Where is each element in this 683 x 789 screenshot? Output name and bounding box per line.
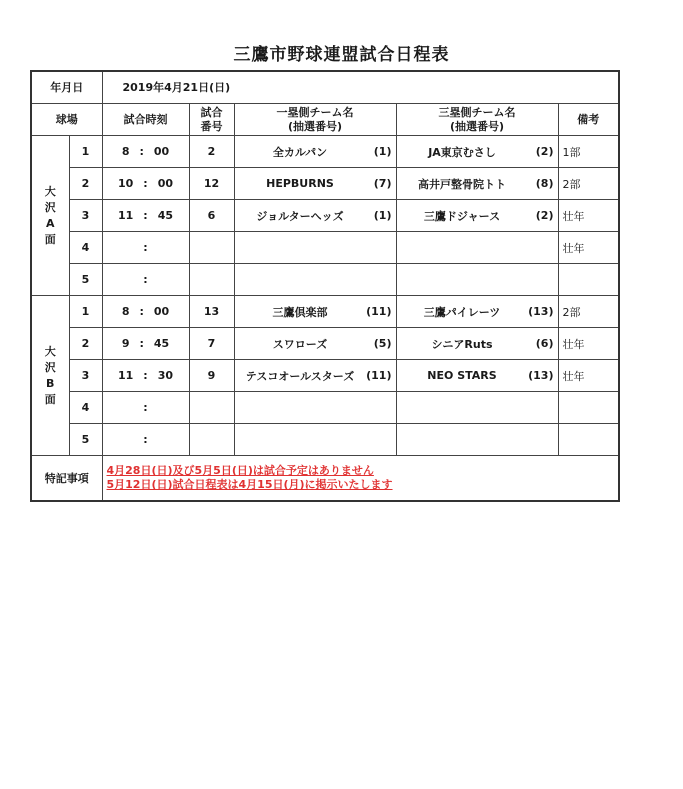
third-team-lot: (2) (535, 209, 554, 222)
game-number (189, 232, 234, 264)
header-remarks: 備考 (558, 104, 619, 136)
third-team-lot: (2) (535, 145, 554, 158)
game-number (189, 264, 234, 296)
third-team-lot: (13) (528, 369, 554, 382)
first-team-name: スワローズ (272, 337, 328, 351)
header-first-team-line1: 一塁側チーム名 (276, 105, 354, 119)
header-game-no-line2: 番号 (200, 119, 223, 133)
remark: 2部 (558, 296, 619, 328)
time-separator: : (139, 305, 144, 318)
remark (558, 264, 619, 296)
game-time (102, 424, 189, 456)
first-team-name: HEPBURNS (266, 177, 334, 190)
time-minute: 00 (153, 305, 170, 318)
third-team-name: 三鷹ドジャース (423, 209, 501, 223)
row-number: 2 (69, 168, 102, 200)
third-base-team (396, 424, 558, 456)
table-row (31, 264, 619, 296)
table-row (31, 200, 619, 232)
header-first-team-line2: (抽選番号) (287, 119, 343, 133)
third-team-name: JA東京むさし (428, 145, 496, 159)
third-team-lot: (13) (528, 305, 554, 318)
header-game-no-line1: 試合 (200, 105, 223, 119)
notes-label: 特記事項 (31, 456, 102, 502)
first-team-name: 三鷹倶楽部 (272, 305, 328, 319)
time-hour: 8 (121, 305, 130, 318)
venue-name-char: 面 (44, 392, 56, 406)
third-base-team (396, 392, 558, 424)
game-number (189, 392, 234, 424)
remark: 壮年 (558, 200, 619, 232)
venue-name-char: 面 (44, 232, 56, 246)
time-minute: 45 (153, 337, 170, 350)
first-team-lot: (5) (373, 337, 392, 350)
game-time (102, 328, 189, 360)
time-separator: : (143, 209, 148, 222)
row-number: 5 (69, 424, 102, 456)
first-base-team (234, 296, 396, 328)
time-hour: 11 (117, 369, 134, 382)
first-team-name: 全カルパン (272, 145, 328, 159)
time-hour: 9 (121, 337, 130, 350)
remark: 1部 (558, 136, 619, 168)
header-third-team-line2: (抽選番号) (449, 119, 505, 133)
remark: 壮年 (558, 328, 619, 360)
third-base-team (396, 296, 558, 328)
notes-row (31, 456, 619, 502)
date-value: 2019年4月21日(日) (102, 71, 619, 104)
first-base-team (234, 136, 396, 168)
third-team-name: 三鷹パイレーツ (423, 305, 501, 319)
header-third-team-line1: 三塁側チーム名 (438, 105, 516, 119)
table-row (31, 232, 619, 264)
time-minute: 00 (157, 177, 174, 190)
schedule-table (30, 70, 620, 502)
third-team-name: 高井戸整骨院トト (418, 177, 506, 191)
venue-name-char: 大 (44, 344, 56, 358)
first-base-team (234, 264, 396, 296)
first-team-name: ジョルターヘッズ (256, 209, 344, 223)
first-team-lot: (11) (366, 305, 392, 318)
time-separator: : (139, 337, 144, 350)
row-number: 1 (69, 296, 102, 328)
first-team-lot: (1) (373, 145, 392, 158)
remark: 2部 (558, 168, 619, 200)
venue-name-char: A (45, 216, 55, 230)
first-team-lot: (1) (373, 209, 392, 222)
time-separator: : (143, 241, 148, 254)
third-team-lot: (6) (535, 337, 554, 350)
third-base-team (396, 136, 558, 168)
remark: 壮年 (558, 232, 619, 264)
header-first-team (234, 104, 396, 136)
game-time (102, 232, 189, 264)
venue-name (31, 296, 69, 456)
first-team-lot: (7) (373, 177, 392, 190)
table-row (31, 328, 619, 360)
third-base-team (396, 360, 558, 392)
game-number: 2 (189, 136, 234, 168)
game-time (102, 264, 189, 296)
note-line: 5月12日(日)試合日程表は4月15日(月)に掲示いたします (106, 478, 393, 491)
notes-content (102, 456, 619, 502)
table-row (31, 360, 619, 392)
first-base-team (234, 424, 396, 456)
venue-name-char: 大 (44, 184, 56, 198)
time-hour: 10 (117, 177, 134, 190)
game-time (102, 136, 189, 168)
time-minute: 45 (157, 209, 174, 222)
remark: 壮年 (558, 360, 619, 392)
game-number: 9 (189, 360, 234, 392)
first-base-team (234, 328, 396, 360)
venue-name (31, 136, 69, 296)
third-base-team (396, 200, 558, 232)
row-number: 3 (69, 200, 102, 232)
header-game-no (189, 104, 234, 136)
venue-name-char: 沢 (44, 360, 56, 374)
first-base-team (234, 168, 396, 200)
table-row (31, 168, 619, 200)
first-base-team (234, 392, 396, 424)
first-base-team (234, 360, 396, 392)
third-base-team (396, 232, 558, 264)
header-row (31, 104, 619, 136)
time-minute: 00 (153, 145, 170, 158)
game-time (102, 168, 189, 200)
third-base-team (396, 328, 558, 360)
date-row (31, 71, 619, 104)
time-separator: : (143, 401, 148, 414)
venue-name-char: 沢 (44, 200, 56, 214)
game-time (102, 392, 189, 424)
row-number: 1 (69, 136, 102, 168)
time-separator: : (143, 433, 148, 446)
third-team-name: NEO STARS (427, 369, 497, 382)
remark (558, 424, 619, 456)
row-number: 3 (69, 360, 102, 392)
game-number: 13 (189, 296, 234, 328)
time-hour: 11 (117, 209, 134, 222)
note-line: 4月28日(日)及び5月5日(日)は試合予定はありません (106, 464, 374, 477)
first-team-lot: (11) (366, 369, 392, 382)
game-time (102, 360, 189, 392)
first-base-team (234, 200, 396, 232)
time-hour: 8 (121, 145, 130, 158)
first-team-name: テスコオールスターズ (245, 369, 355, 383)
time-minute: 30 (157, 369, 174, 382)
table-row (31, 136, 619, 168)
header-venue: 球場 (31, 104, 102, 136)
third-team-lot: (8) (535, 177, 554, 190)
game-number: 12 (189, 168, 234, 200)
time-separator: : (139, 145, 144, 158)
time-separator: : (143, 273, 148, 286)
row-number: 5 (69, 264, 102, 296)
first-base-team (234, 232, 396, 264)
table-row (31, 296, 619, 328)
venue-name-char: B (46, 376, 55, 390)
remark (558, 392, 619, 424)
row-number: 4 (69, 392, 102, 424)
table-row (31, 424, 619, 456)
time-separator: : (143, 177, 148, 190)
third-base-team (396, 168, 558, 200)
time-separator: : (143, 369, 148, 382)
game-time (102, 200, 189, 232)
header-time: 試合時刻 (102, 104, 189, 136)
page-title: 三鷹市野球連盟試合日程表 (233, 45, 450, 65)
row-number: 2 (69, 328, 102, 360)
third-team-name: シニアRuts (431, 337, 493, 351)
header-third-team (396, 104, 558, 136)
game-time (102, 296, 189, 328)
date-label: 年月日 (31, 71, 102, 104)
game-number (189, 424, 234, 456)
row-number: 4 (69, 232, 102, 264)
game-number: 7 (189, 328, 234, 360)
table-row (31, 392, 619, 424)
third-base-team (396, 264, 558, 296)
game-number: 6 (189, 200, 234, 232)
